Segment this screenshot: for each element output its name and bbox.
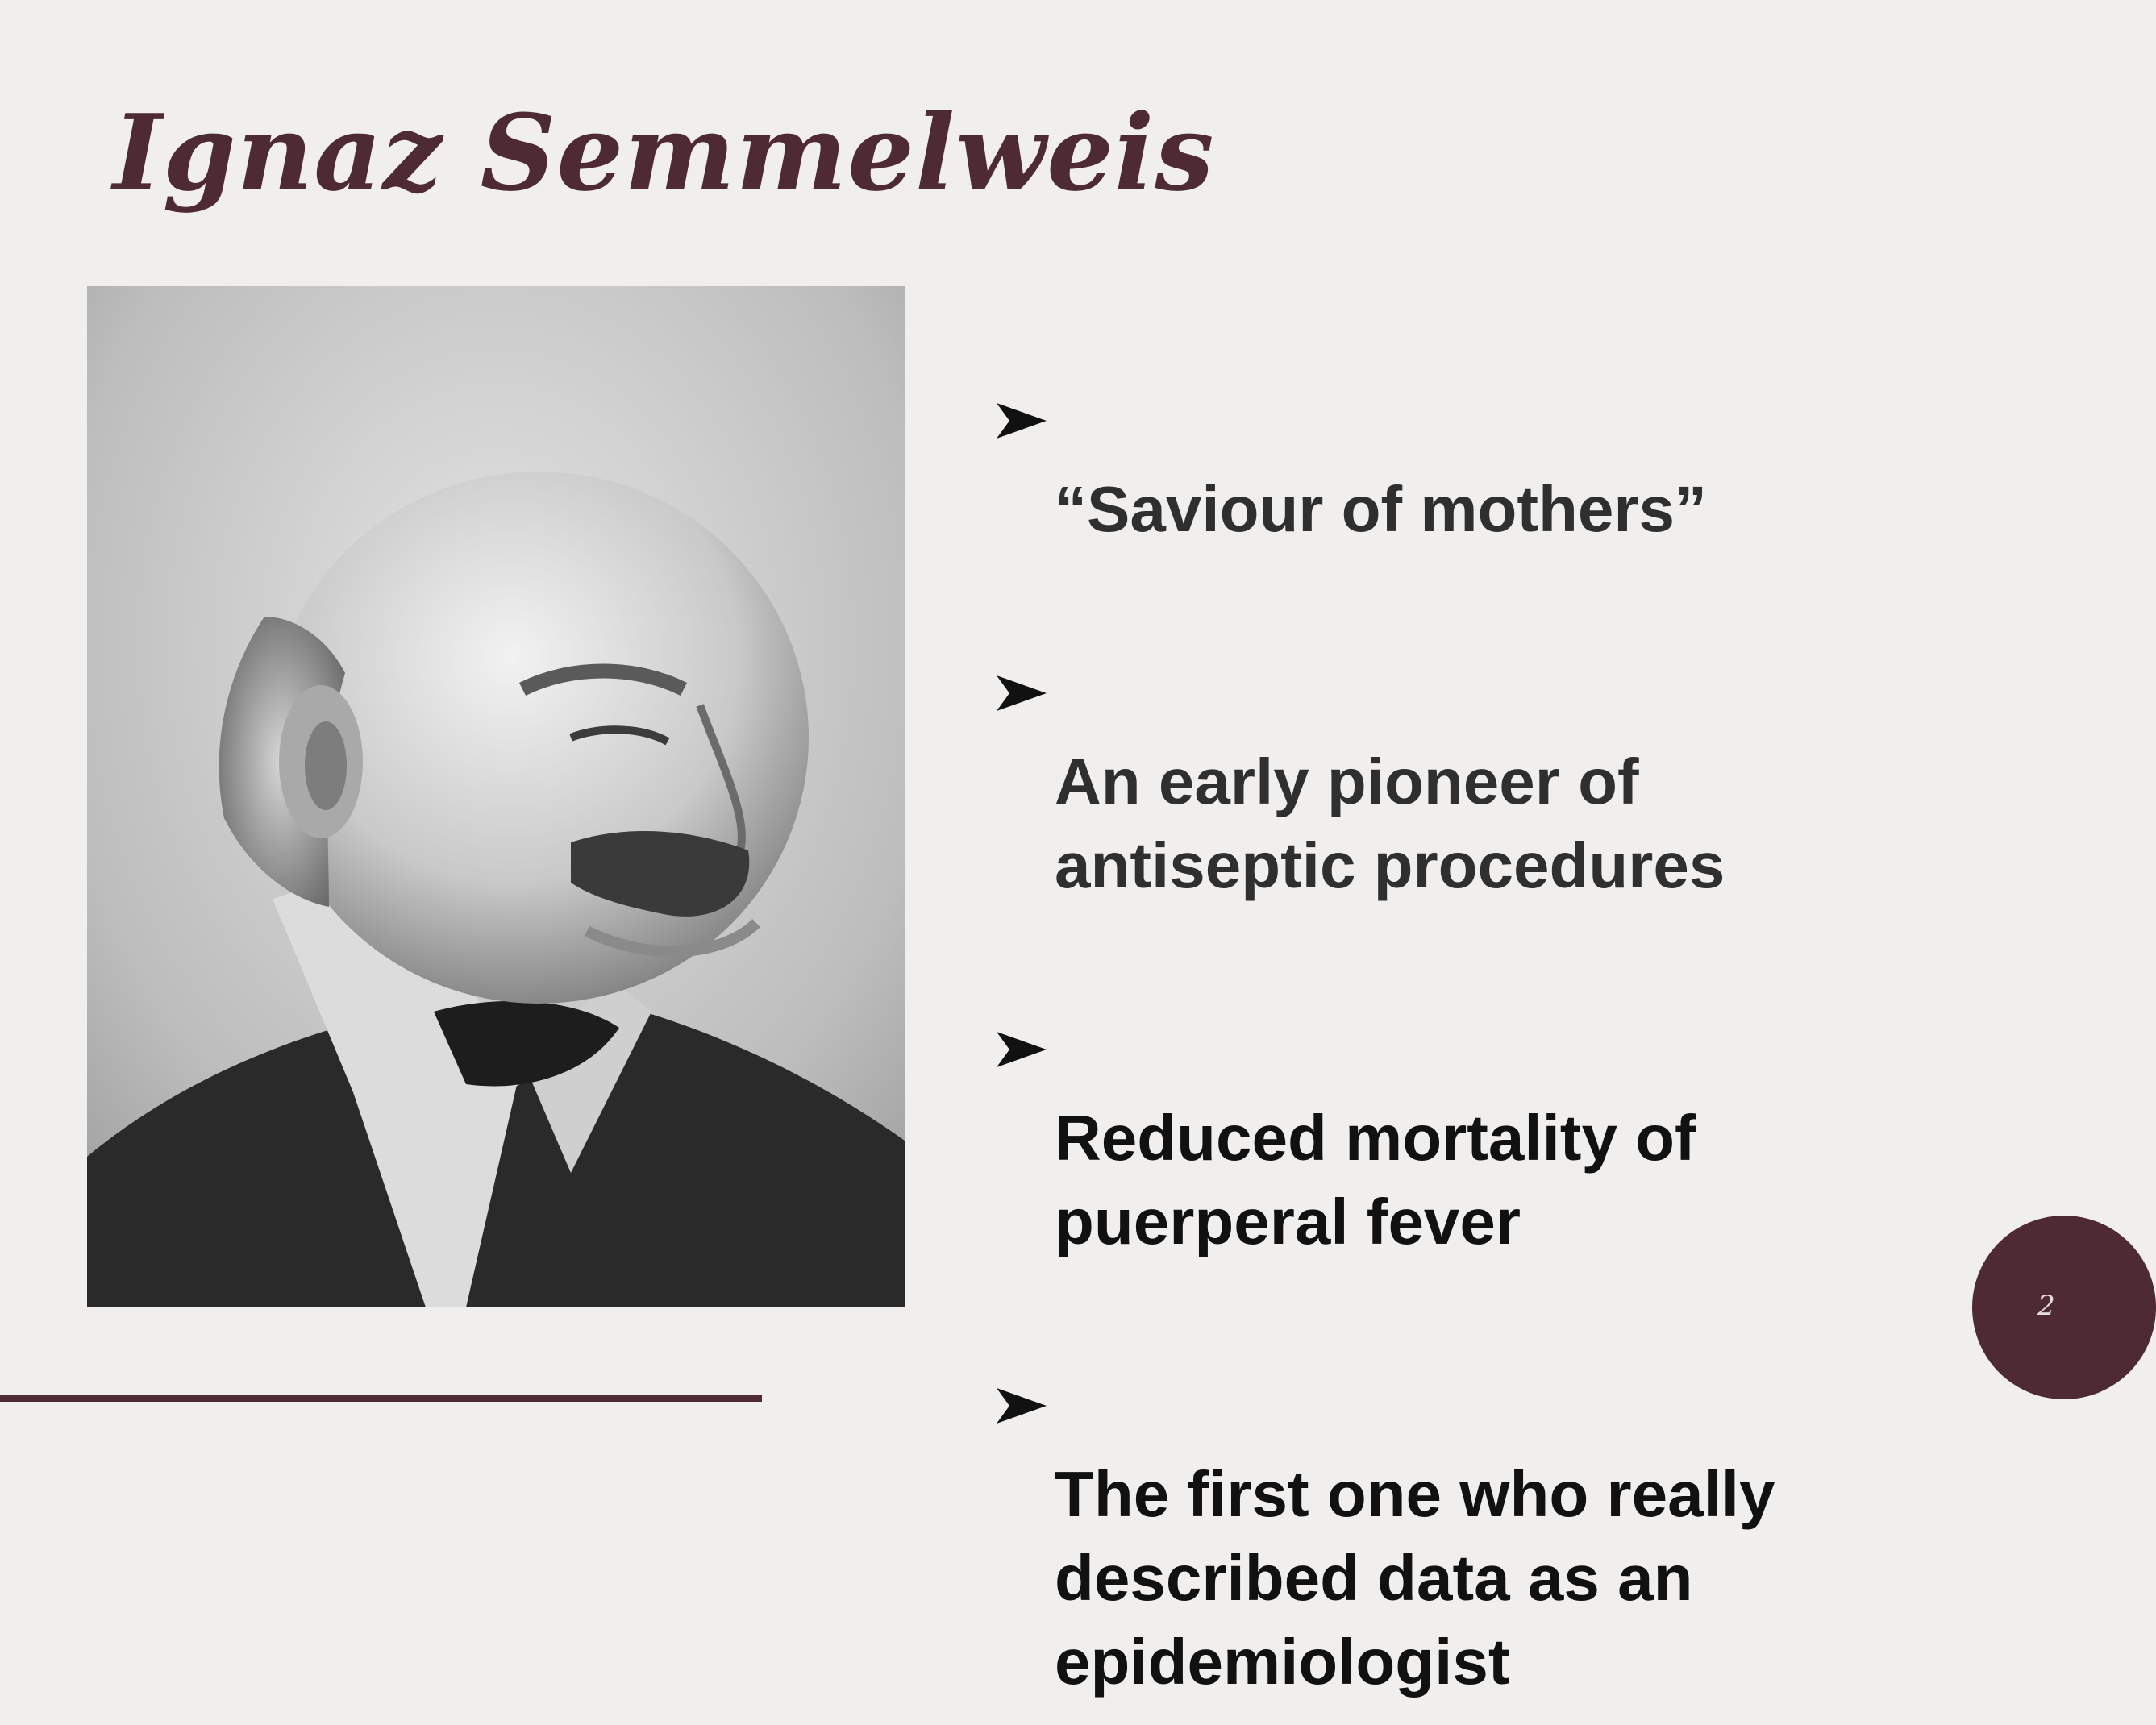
arrowhead-bullet-icon: [992, 1290, 1051, 1354]
bullet-item: [992, 300, 1975, 551]
portrait-image: [87, 286, 905, 1307]
bullet-item: [992, 572, 1975, 908]
page-number: 2: [2037, 1290, 2055, 1322]
arrowhead-bullet-icon: [992, 305, 1051, 369]
bullet-item: [992, 1285, 1975, 1704]
footer-rule: [0, 1395, 762, 1402]
bullet-text: The first one who really described data as an epidemiologist: [1055, 1458, 1775, 1698]
bullet-text: An early pioneer of antiseptic procedures: [1055, 746, 1725, 901]
portrait-photo-icon: [87, 286, 905, 1307]
bullet-text: “Saviour of mothers”: [1055, 473, 1708, 545]
slide-title: Ignaz Semmelweis: [113, 91, 1215, 214]
arrowhead-bullet-icon: [992, 933, 1051, 998]
page-number-badge: [1972, 1216, 2156, 1399]
bullet-text: Reduced mortality of puerperal fever: [1055, 1102, 1696, 1257]
arrowhead-bullet-icon: [992, 577, 1051, 642]
bullet-item: [992, 929, 1975, 1264]
bullet-list: [992, 300, 1975, 1725]
